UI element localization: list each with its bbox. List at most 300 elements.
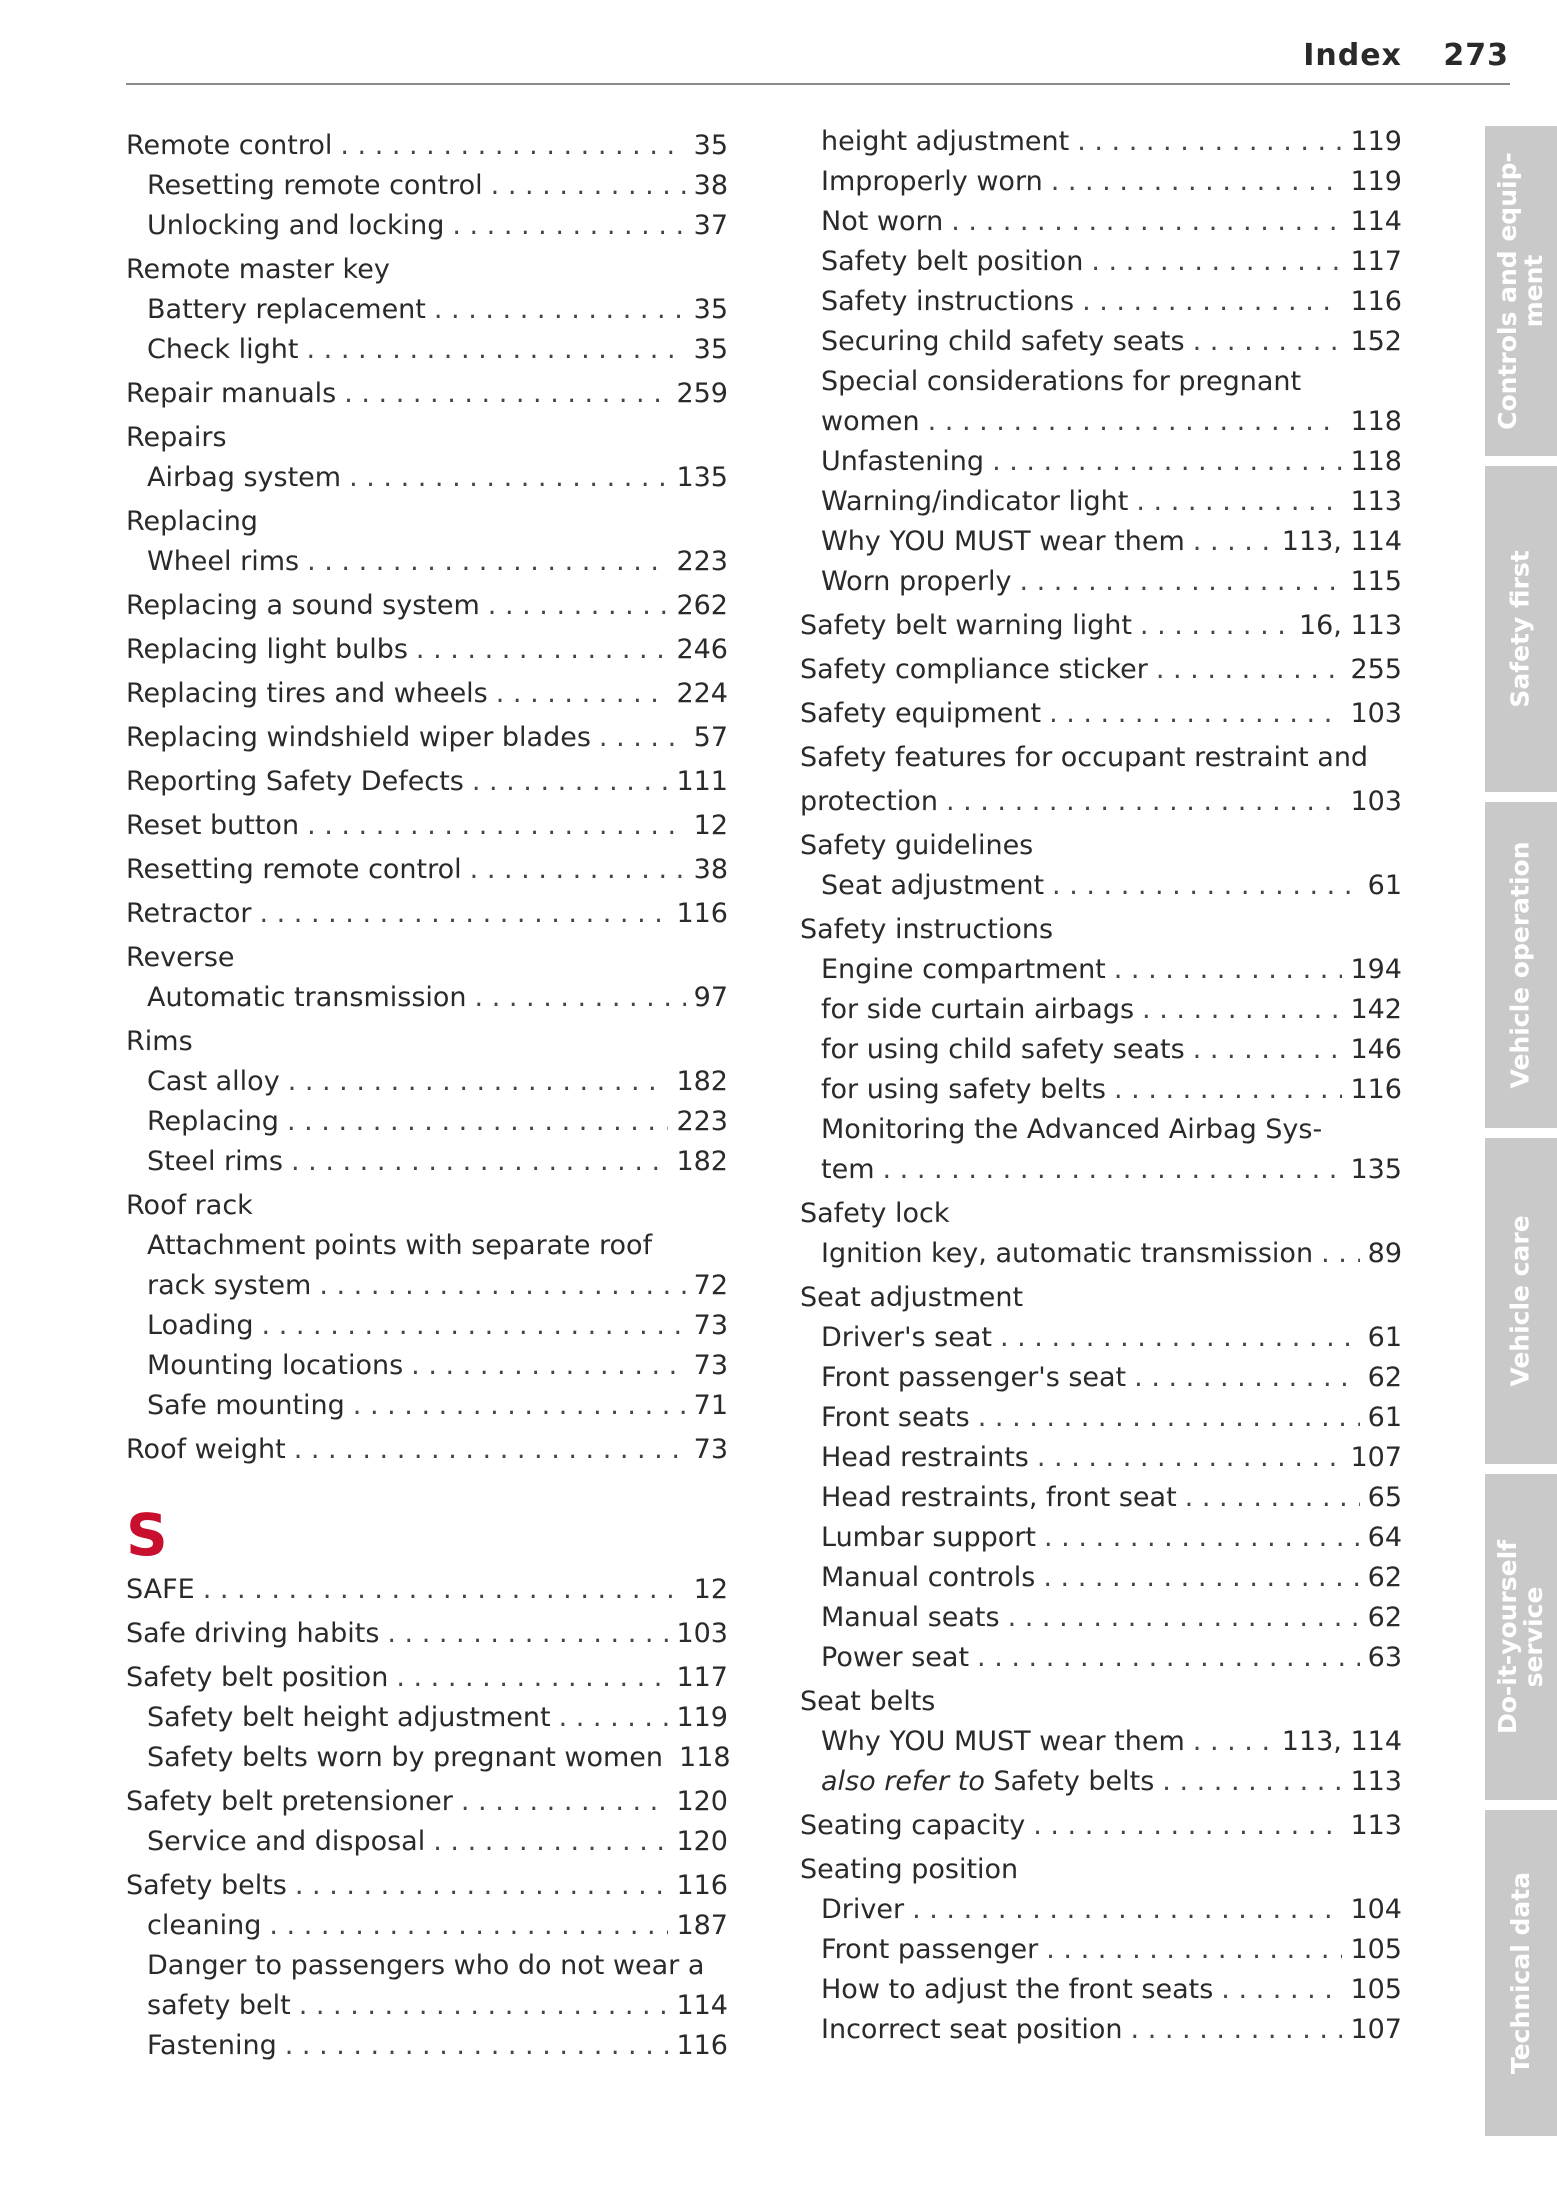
index-entry	[126, 938, 728, 978]
entry-term	[821, 562, 1019, 602]
entry-text: height adjustment	[821, 126, 1070, 157]
index-entry	[800, 1070, 1402, 1110]
index-entry	[126, 1306, 728, 1346]
entry-term	[800, 1850, 1026, 1890]
dot-leader	[1037, 1438, 1343, 1478]
page-header	[1303, 38, 1509, 73]
entry-page-ref: 12	[693, 1574, 728, 1605]
entry-page-ref: 223	[676, 1106, 728, 1137]
entry-page-ref: 111	[676, 766, 728, 797]
index-entry	[800, 650, 1402, 690]
dot-leader	[978, 1398, 1360, 1438]
index-entry	[126, 1658, 728, 1698]
index-entry	[800, 1806, 1402, 1846]
index-entry	[126, 1866, 728, 1906]
entry-text: Roof weight	[126, 1434, 286, 1465]
entry-text: Head restraints, front seat	[821, 1482, 1177, 1513]
dot-leader	[452, 206, 685, 246]
dot-leader	[951, 202, 1342, 242]
chapter-tab[interactable]	[1485, 126, 1557, 456]
entry-text: Safety belt position	[821, 246, 1084, 277]
entry-term	[800, 694, 1049, 734]
entry-text: Safety belt height adjustment	[147, 1702, 551, 1733]
dot-leader	[1044, 1518, 1360, 1558]
entry-page-ref: 105	[1350, 1934, 1402, 1965]
index-entry	[126, 1946, 728, 1986]
index-entry	[800, 362, 1402, 402]
entry-term	[147, 458, 349, 498]
dot-leader	[306, 330, 685, 370]
entry-text: Mounting locations	[147, 1350, 404, 1381]
index-entry	[800, 1030, 1402, 1070]
index-entry	[126, 1738, 731, 1778]
entry-page-ref: 72	[693, 1270, 728, 1301]
entry-term	[821, 2010, 1131, 2050]
entry-term	[821, 1070, 1114, 1110]
dot-leader	[299, 1986, 669, 2026]
entry-text: Roof rack	[126, 1190, 253, 1221]
entry-text: Seating capacity	[800, 1810, 1026, 1841]
entry-text: Safety features for occupant restraint and	[800, 742, 1369, 773]
entry-page-ref: 224	[676, 678, 728, 709]
page-number: 273	[1443, 38, 1509, 73]
entry-text: Repair manuals	[126, 378, 337, 409]
entry-text: Unlocking and locking	[147, 210, 445, 241]
dot-leader	[1193, 1722, 1274, 1762]
entry-text: Remote master key	[126, 254, 390, 285]
entry-page-ref: 73	[693, 1310, 728, 1341]
index-entry	[800, 866, 1402, 906]
cross-reference-label: also refer to	[821, 1766, 985, 1797]
index-column-right	[800, 122, 1402, 2050]
chapter-tab-label: Controls and equip- ment	[1493, 152, 1548, 430]
entry-term	[821, 122, 1077, 162]
entry-text: Safe mounting	[147, 1390, 345, 1421]
entry-term	[126, 762, 472, 802]
index-entry	[126, 586, 728, 626]
index-entry	[800, 1150, 1402, 1190]
entry-page-ref: 38	[693, 854, 728, 885]
entry-text: Head restraints	[821, 1442, 1029, 1473]
dot-leader	[349, 458, 668, 498]
entry-page-ref: 103	[1350, 698, 1402, 729]
entry-text: Incorrect seat position	[821, 2014, 1123, 2045]
dot-leader	[1221, 1970, 1342, 2010]
entry-term	[147, 542, 307, 582]
entry-page-ref: 103	[676, 1618, 728, 1649]
index-entry	[126, 806, 728, 846]
entry-text: Manual seats	[821, 1602, 1000, 1633]
entry-page-ref: 113	[1350, 486, 1402, 517]
index-entry	[126, 1142, 728, 1182]
entry-text: Rims	[126, 1026, 193, 1057]
index-entry	[126, 1186, 728, 1226]
dot-leader	[928, 402, 1343, 442]
entry-term	[147, 1102, 287, 1142]
index-entry	[800, 1358, 1402, 1398]
dot-leader	[1046, 1930, 1342, 1970]
entry-text: Automatic transmission	[147, 982, 467, 1013]
index-entry	[126, 542, 728, 582]
entry-text: Replacing windshield wiper blades	[126, 722, 591, 753]
entry-term	[147, 1266, 319, 1306]
entry-term	[126, 374, 344, 414]
index-entry	[800, 202, 1402, 242]
entry-term	[821, 1358, 1134, 1398]
entry-page-ref: 37	[693, 210, 728, 241]
index-entry	[800, 910, 1402, 950]
header-divider	[126, 83, 1510, 85]
entry-term	[147, 1306, 262, 1346]
entry-term	[821, 1030, 1193, 1070]
index-entry	[800, 282, 1402, 322]
index-entry	[800, 1438, 1402, 1478]
chapter-tab-label: Vehicle operation	[1506, 841, 1536, 1089]
dot-leader	[396, 1658, 668, 1698]
entry-text: Seating position	[800, 1854, 1019, 1885]
entry-page-ref: 103	[1350, 786, 1402, 817]
chapter-tab[interactable]	[1485, 1474, 1557, 1800]
entry-term	[821, 1478, 1185, 1518]
entry-term	[821, 202, 951, 242]
index-entry	[126, 1822, 728, 1862]
dot-leader	[883, 1150, 1343, 1190]
entry-text: Front passenger	[821, 1934, 1039, 1965]
entry-text: Safety compliance sticker	[800, 654, 1148, 685]
index-entry	[126, 1346, 728, 1386]
entry-term	[821, 1318, 1000, 1358]
index-entry	[800, 442, 1402, 482]
entry-term	[821, 1518, 1044, 1558]
entry-page-ref: 107	[1350, 1442, 1402, 1473]
entry-term	[147, 1986, 299, 2026]
entry-page-ref: 62	[1367, 1362, 1402, 1393]
dot-leader	[1043, 1558, 1359, 1598]
entry-term	[800, 1806, 1033, 1846]
entry-text: Check light	[147, 334, 299, 365]
entry-page-ref: 65	[1367, 1482, 1402, 1513]
chapter-tab[interactable]	[1485, 802, 1557, 1128]
entry-term	[800, 1194, 957, 1234]
entry-text: Safety belt position	[126, 1662, 389, 1693]
chapter-tab[interactable]	[1485, 466, 1557, 792]
entry-page-ref: 61	[1367, 1402, 1402, 1433]
entry-text: Special considerations for pregnant	[821, 366, 1302, 397]
index-entry	[126, 1266, 728, 1306]
entry-text: Seat adjustment	[800, 1282, 1024, 1313]
dot-leader	[461, 1782, 669, 1822]
entry-text: safety belt	[147, 1990, 291, 2021]
index-entry	[126, 1906, 728, 1946]
entry-page-ref: 116	[1350, 286, 1402, 317]
section-title: Index	[1303, 38, 1402, 73]
dot-leader	[992, 442, 1342, 482]
entry-text: for side curtain airbags	[821, 994, 1135, 1025]
dot-leader	[472, 762, 669, 802]
entry-term	[147, 1906, 269, 1946]
section-letter-heading: S	[126, 1501, 168, 1569]
entry-term	[800, 782, 946, 822]
entry-text: Front seats	[821, 1402, 970, 1433]
entry-text: Ignition key, automatic transmission	[821, 1238, 1314, 1269]
dot-leader	[1049, 694, 1342, 734]
entry-term	[126, 586, 488, 626]
chapter-tab-label: Safety first	[1506, 550, 1536, 708]
dot-leader	[340, 126, 685, 166]
index-entry	[126, 126, 728, 166]
index-entry	[126, 330, 728, 370]
index-entry	[126, 206, 728, 246]
index-entry	[800, 242, 1402, 282]
entry-term	[126, 1782, 461, 1822]
entry-term	[126, 718, 599, 758]
entry-term	[147, 978, 475, 1018]
entry-term	[147, 290, 434, 330]
entry-text: Driver's seat	[821, 1322, 992, 1353]
entry-text: Safe driving habits	[126, 1618, 380, 1649]
entry-term	[147, 1142, 291, 1182]
index-entry	[126, 502, 728, 542]
index-entry	[800, 1762, 1402, 1802]
dot-leader	[977, 1638, 1360, 1678]
dot-leader	[288, 1062, 669, 1102]
entry-text: Resetting remote control	[147, 170, 483, 201]
entry-term	[821, 402, 928, 442]
dot-leader	[1193, 322, 1343, 362]
entry-text: Loading	[147, 1310, 254, 1341]
entry-text: Safety instructions	[821, 286, 1075, 317]
entry-term	[821, 482, 1136, 522]
index-entry	[126, 1698, 728, 1738]
entry-term	[821, 1438, 1037, 1478]
entry-page-ref: 119	[676, 1702, 728, 1733]
index-entry	[800, 606, 1402, 646]
entry-text: Driver	[821, 1894, 905, 1925]
entry-text: Safety instructions	[800, 914, 1054, 945]
entry-term	[821, 1398, 978, 1438]
dot-leader	[1051, 162, 1343, 202]
entry-page-ref: 119	[1350, 166, 1402, 197]
entry-text: Danger to passengers who do not wear a	[147, 1950, 705, 1981]
entry-page-ref: 116	[676, 1870, 728, 1901]
entry-term	[126, 1658, 396, 1698]
entry-term	[821, 1234, 1321, 1274]
dot-leader	[1077, 122, 1342, 162]
entry-page-ref: 117	[676, 1662, 728, 1693]
dot-leader	[416, 630, 669, 670]
entry-term	[821, 362, 1309, 402]
entry-term	[821, 162, 1051, 202]
chapter-tab-label: Technical data	[1506, 1871, 1536, 2075]
index-entry	[800, 1318, 1402, 1358]
entry-text: Safety belts	[993, 1766, 1155, 1797]
entry-text: Replacing light bulbs	[126, 634, 408, 665]
entry-text: Airbag system	[147, 462, 342, 493]
entry-term	[126, 850, 470, 890]
entry-text: Cast alloy	[147, 1066, 280, 1097]
entry-text: Safety belts	[126, 1870, 287, 1901]
index-entry	[126, 290, 728, 330]
entry-page-ref: 182	[676, 1066, 728, 1097]
entry-term	[147, 1738, 671, 1778]
entry-term	[821, 990, 1142, 1030]
entry-text: tem	[821, 1154, 875, 1185]
entry-page-ref: 120	[676, 1826, 728, 1857]
entry-text: Not worn	[821, 206, 944, 237]
dot-leader	[1142, 990, 1342, 1030]
entry-page-ref: 142	[1350, 994, 1402, 1025]
entry-text: Replacing	[147, 1106, 279, 1137]
entry-page-ref: 118	[1350, 406, 1402, 437]
dot-leader	[1140, 606, 1291, 646]
entry-text: cleaning	[147, 1910, 262, 1941]
index-entry	[800, 2010, 1402, 2050]
dot-leader	[269, 1906, 668, 1946]
index-entry	[800, 1598, 1402, 1638]
entry-term	[126, 1022, 201, 1062]
index-entry	[126, 894, 728, 934]
index-entry	[800, 1850, 1402, 1890]
index-entry	[800, 162, 1402, 202]
entry-page-ref: 35	[693, 334, 728, 365]
entry-page-ref: 104	[1350, 1894, 1402, 1925]
entry-term	[126, 674, 496, 714]
index-entry	[800, 950, 1402, 990]
entry-page-ref: 57	[693, 722, 728, 753]
entry-text: rack system	[147, 1270, 312, 1301]
dot-leader	[319, 1266, 685, 1306]
entry-text: Wheel rims	[147, 546, 300, 577]
index-entry	[126, 250, 728, 290]
entry-page-ref: 113, 114	[1281, 1726, 1402, 1757]
dot-leader	[285, 2026, 669, 2066]
entry-text: Reverse	[126, 942, 235, 973]
entry-term	[126, 1866, 295, 1906]
entry-text: SAFE	[126, 1574, 195, 1605]
dot-leader	[1019, 562, 1342, 602]
dot-leader	[294, 1430, 686, 1470]
entry-page-ref: 187	[676, 1910, 728, 1941]
entry-term	[147, 2026, 285, 2066]
entry-text: Reset button	[126, 810, 300, 841]
entry-text: Safety equipment	[800, 698, 1042, 729]
dot-leader	[559, 1698, 669, 1738]
entry-text: women	[821, 406, 920, 437]
index-entry	[800, 1278, 1402, 1318]
index-entry	[800, 562, 1402, 602]
entry-term	[800, 826, 1041, 866]
index-entry	[800, 1518, 1402, 1558]
entry-term	[821, 1110, 1330, 1150]
index-entry	[800, 322, 1402, 362]
entry-term	[126, 250, 398, 290]
dot-leader	[1136, 482, 1342, 522]
chapter-tab-label: Vehicle care	[1506, 1215, 1536, 1387]
entry-term	[821, 1970, 1221, 2010]
dot-leader	[912, 1890, 1342, 1930]
entry-term	[821, 442, 992, 482]
entry-term	[126, 502, 266, 542]
entry-text: Service and disposal	[147, 1826, 426, 1857]
index-entry	[126, 1022, 728, 1062]
dot-leader	[1131, 2010, 1343, 2050]
entry-text: Lumbar support	[821, 1522, 1037, 1553]
dot-leader	[203, 1570, 686, 1610]
dot-leader	[1193, 522, 1274, 562]
entry-page-ref: 35	[693, 294, 728, 325]
entry-text: Safety guidelines	[800, 830, 1034, 861]
entry-text: Replacing tires and wheels	[126, 678, 488, 709]
entry-term	[147, 1062, 288, 1102]
entry-page-ref: 117	[1350, 246, 1402, 277]
index-entry	[126, 1062, 728, 1102]
index-entry	[800, 1722, 1402, 1762]
entry-term	[821, 322, 1193, 362]
entry-text: Warning/indicator light	[821, 486, 1129, 517]
entry-text: Reporting Safety Defects	[126, 766, 464, 797]
entry-page-ref: 73	[693, 1350, 728, 1381]
entry-term	[821, 242, 1091, 282]
entry-term	[147, 1822, 433, 1862]
index-entry	[126, 1430, 728, 1470]
entry-page-ref: 105	[1350, 1974, 1402, 2005]
entry-page-ref: 116	[676, 898, 728, 929]
dot-leader	[353, 1386, 686, 1426]
entry-term	[821, 1890, 912, 1930]
dot-leader	[1321, 1234, 1360, 1274]
dot-leader	[1033, 1806, 1342, 1846]
entry-term	[800, 910, 1061, 950]
dot-leader	[1114, 950, 1343, 990]
entry-term	[147, 1346, 411, 1386]
entry-page-ref: 262	[676, 590, 728, 621]
entry-term	[147, 1946, 712, 1986]
chapter-tab[interactable]	[1485, 1138, 1557, 1464]
index-entry	[800, 1558, 1402, 1598]
index-column-left	[126, 122, 731, 2066]
entry-term	[821, 1722, 1193, 1762]
entry-term	[800, 650, 1156, 690]
entry-page-ref: 223	[676, 546, 728, 577]
index-entry	[800, 1234, 1402, 1274]
entry-page-ref: 135	[1350, 1154, 1402, 1185]
dot-leader	[344, 374, 668, 414]
index-entry	[800, 826, 1402, 866]
index-entry	[126, 458, 728, 498]
entry-term	[800, 1682, 943, 1722]
entry-page-ref: 120	[676, 1786, 728, 1817]
entry-term	[147, 206, 452, 246]
entry-term	[147, 330, 306, 370]
dot-leader	[434, 290, 686, 330]
entry-page-ref: 71	[693, 1390, 728, 1421]
index-entry	[126, 718, 728, 758]
entry-text: Remote control	[126, 130, 333, 161]
entry-term	[126, 1614, 387, 1654]
index-entry	[800, 1682, 1402, 1722]
chapter-tab[interactable]	[1485, 1810, 1557, 2136]
entry-text: Safety lock	[800, 1198, 950, 1229]
entry-page-ref: 16, 113	[1298, 610, 1402, 641]
entry-page-ref: 119	[1350, 126, 1402, 157]
entry-page-ref: 38	[693, 170, 728, 201]
entry-term	[821, 1762, 1162, 1802]
entry-text: Steel rims	[147, 1146, 284, 1177]
entry-text: Monitoring the Advanced Airbag Sys-	[821, 1114, 1323, 1145]
entry-term	[800, 738, 1376, 778]
entry-text: Battery replacement	[147, 294, 426, 325]
dot-leader	[307, 542, 668, 582]
